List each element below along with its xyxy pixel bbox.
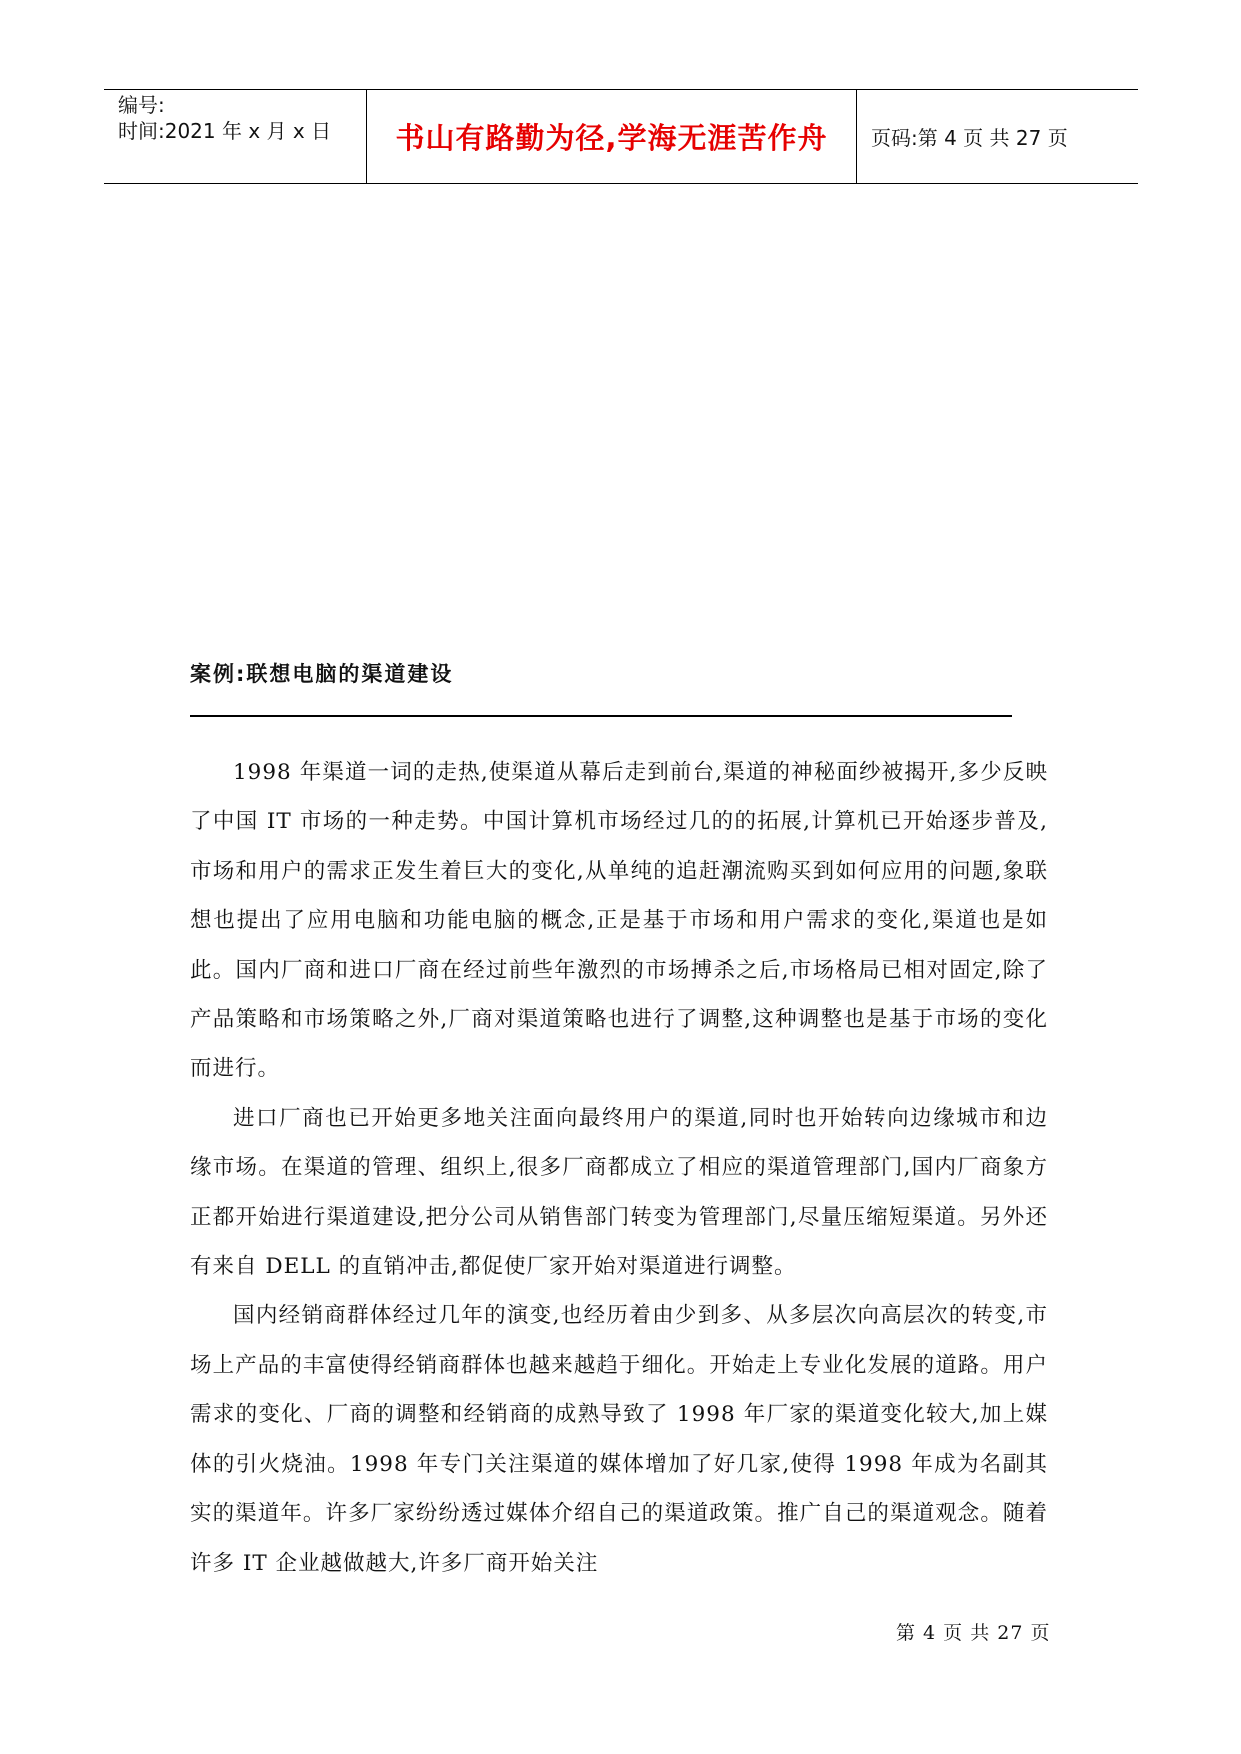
paragraph: 1998 年渠道一词的走热,使渠道从幕后走到前台,渠道的神秘面纱被揭开,多少反映了中国 IT 市场的一种走势。中国计算机市场经过几的的拓展,计算机已开始逐步普及,市场和用户的需求正发生着巨大的变化,从单纯的追赶潮流购买到如何应用的问题,象联想也提出了应用电脑和功能电脑的概念,正是基于市场和用户需求的变化,渠道也是如此。国内厂商和进口厂商在经过前些年激烈的市场搏杀之后,市场格局已相对固定,除了产品策略和市场策略之外,厂商对渠道策略也进行了调整,这种调整也是基于市场的变化而进行。 <box>190 760 1048 1082</box>
header-page-code: 页码:第 4 页 共 27 页 <box>871 126 1068 150</box>
article-body <box>190 748 1048 1588</box>
header-motto: 书山有路勤为径,学海无涯苦作舟 <box>395 121 828 155</box>
paragraph: 国内经销商群体经过几年的演变,也经历着由少到多、从多层次向高层次的转变,市场上产品的丰富使得经销商群体也越来越趋于细化。开始走上专业化发展的道路。用户需求的变化、厂商的调整和经销商的成熟导致了 1998 年厂家的渠道变化较大,加上媒体的引火烧油。1998 年专门关注渠道的媒体增加了好几家,使得 1998 年成为名副其实的渠道年。许多厂家纷纷透过媒体介绍自己的渠道政策。推广自己的渠道观念。随着许多 IT 企业越做越大,许多厂商开始关注 <box>190 1303 1048 1576</box>
paragraph: 进口厂商也已开始更多地关注面向最终用户的渠道,同时也开始转向边缘城市和边缘市场。在渠道的管理、组织上,很多厂商都成立了相应的渠道管理部门,国内厂商象方正都开始进行渠道建设,把分公司从销售部门转变为管理部门,尽量压缩短渠道。另外还有来自 DELL 的直销冲击,都促使厂家开始对渠道进行调整。 <box>190 1105 1048 1280</box>
title-divider <box>190 715 1012 717</box>
header-info-cell <box>104 90 367 183</box>
header-page-cell <box>857 90 1138 183</box>
document-time-label: 时间:2021 年 x 月 x 日 <box>118 119 332 143</box>
header-motto-cell <box>367 90 857 183</box>
document-header <box>104 89 1138 184</box>
document-number-label: 编号: <box>118 93 165 117</box>
article-title: 案例:联想电脑的渠道建设 <box>190 662 454 686</box>
page-footer: 第 4 页 共 27 页 <box>896 1622 1051 1644</box>
